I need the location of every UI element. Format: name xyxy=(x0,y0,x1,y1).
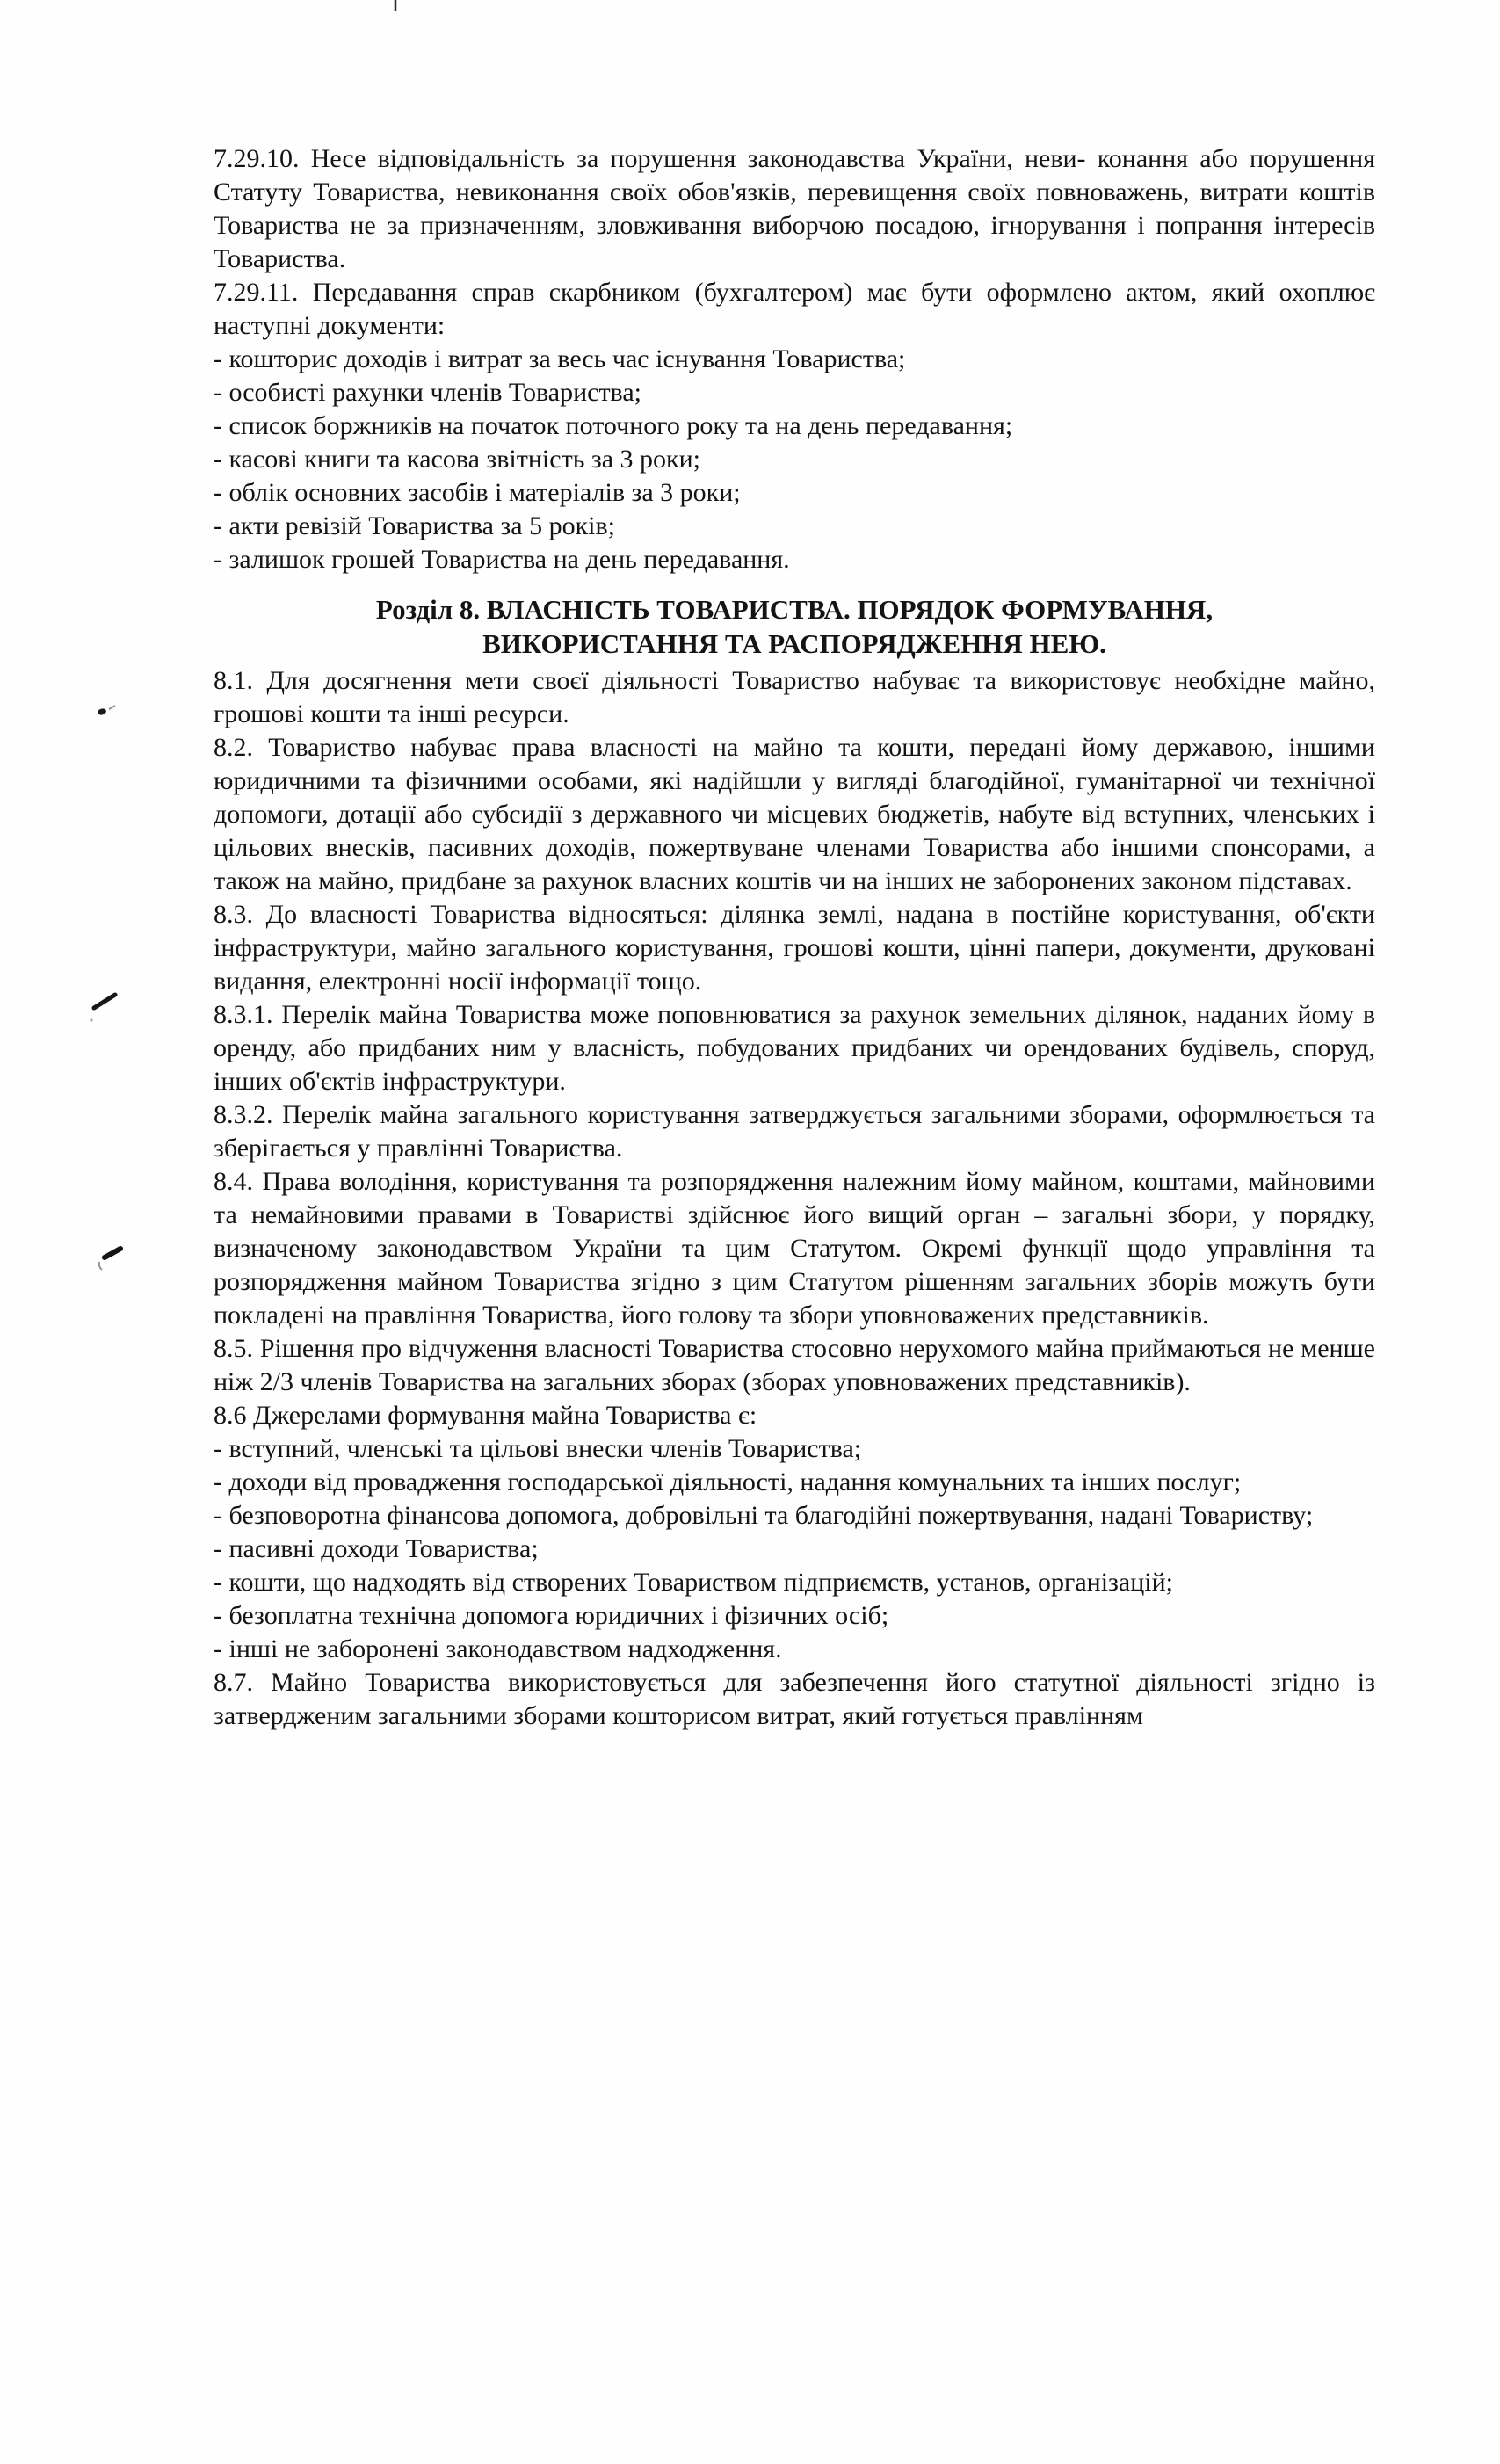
clause-7-29-10: 7.29.10. Несе відповідальність за порушення законодавства України, неви- конання або порушення Статуту Товариства, невиконання своїх обов'язків, перевищення своїх повноважень, витрати коштів Товариства не за призначенням, зловживання виборчою посадою, ігнорування і попрання інтересів Товариства. xyxy=(214,144,1375,273)
list-item: - список боржників на початок поточного року та на день передавання; xyxy=(214,411,1013,440)
list-item: - особисті рахунки членів Товариства; xyxy=(214,378,641,407)
clause-8-1: 8.1. Для досягнення мети своєї діяльності Товариство набуває та використовує необхідне майно, грошові кошти та інші ресурси. xyxy=(214,666,1375,728)
clause-8-3: 8.3. До власності Товариства відносяться: ділянка землі, надана в постійне користування, об'єкти інфраструктури, майно загального користування, грошові кошти, цінні папери, документи, друковані видання, електронні носії інформації тощо. xyxy=(214,900,1375,996)
clause-8-6: 8.6 Джерелами формування майна Товариства є: xyxy=(214,1401,757,1430)
property-sources-list xyxy=(214,1432,1375,1666)
clause-7-29-11: 7.29.11. Передавання справ скарбником (бухгалтером) має бути оформлено актом, який охоплює наступні документи: xyxy=(214,278,1375,340)
clause-8-7: 8.7. Майно Товариства використовується для забезпечення його статутної діяльності згідно із затвердженим загальними зборами кошторисом витрат, який готується правлінням xyxy=(214,1668,1375,1730)
clause-8-5: 8.5. Рішення про відчуження власності Товариства стосовно нерухомого майна приймаються не менше ніж 2/3 членів Товариства на загальних зборах (зборах уповноважених представників). xyxy=(214,1334,1375,1396)
list-item: - доходи від провадження господарської діяльності, надання комунальних та інших послуг; xyxy=(214,1468,1242,1497)
list-item: - акти ревізій Товариства за 5 років; xyxy=(214,511,616,540)
handover-documents-list xyxy=(214,343,1375,576)
list-item: - безповоротна фінансова допомога, добровільні та благодійні пожертвування, надані Товариству; xyxy=(214,1501,1314,1530)
section-heading-line-1: Розділ 8. ВЛАСНІСТЬ ТОВАРИСТВА. ПОРЯДОК ФОРМУВАННЯ, xyxy=(375,594,1214,625)
clause-8-3-2: 8.3.2. Перелік майна загального користування затверджується загальними зборами, оформлюється та зберігається у правлінні Товариства. xyxy=(214,1100,1375,1163)
margin-pen-speck xyxy=(90,1018,92,1021)
list-item: - кошторис доходів і витрат за весь час існування Товариства; xyxy=(214,344,906,373)
section-heading-line-2: ВИКОРИСТАННЯ ТА РАСПОРЯДЖЕННЯ НЕЮ. xyxy=(482,628,1106,659)
clause-8-4: 8.4. Права володіння, користування та розпорядження належним йому майном, коштами, майновими та немайновими правами в Товаристві здійснює його вищий орган – загальні збори, у порядку, визначеному законодавством України та цим Статутом. Окремі функції щодо управління та розпорядження майном Товариства згідно з цим Статутом рішенням загальних зборів можуть бути покладені на правління Товариства, його голову та збори уповноважених представників. xyxy=(214,1167,1375,1330)
document-body xyxy=(214,142,1375,1733)
list-item: - касові книги та касова звітність за 3 роки; xyxy=(214,445,701,474)
list-item: - вступний, членські та цільові внески членів Товариства; xyxy=(214,1434,862,1463)
list-item: - пасивні доходи Товариства; xyxy=(214,1534,539,1563)
clause-8-3-1: 8.3.1. Перелік майна Товариства може поповнюватися за рахунок земельних ділянок, наданих йому в оренду, або придбаних ним у власність, побудованих придбаних чи орендованих будівель, споруд, інших об'єктів інфраструктури. xyxy=(214,1000,1375,1096)
list-item: - кошти, що надходять від створених Товариством підприємств, установ, організацій; xyxy=(214,1568,1173,1597)
list-item: - безоплатна технічна допомога юридичних і фізичних осіб; xyxy=(214,1601,889,1630)
margin-pen-check-mark xyxy=(105,1249,120,1257)
clause-8-2: 8.2. Товариство набуває права власності на майно та кошти, передані йому державою, іншими юридичними та фізичними особами, які надійшли у вигляді благодійної, гуманітарної чи технічної допомоги, дотації або субсидії з державного чи місцевих бюджетів, набуте від вступних, членських і цільових внесків, пасивних доходів, пожертвуване членами Товариства або іншими спонсорами, а також на майно, придбане за рахунок власних коштів чи на інших не заборонених законом підставах. xyxy=(214,733,1375,895)
section-8-heading xyxy=(214,592,1375,661)
margin-pen-tick-mark xyxy=(109,706,115,709)
margin-pen-dot-mark xyxy=(97,707,106,715)
list-item: - залишок грошей Товариства на день передавання. xyxy=(214,545,790,574)
margin-pen-slash-mark xyxy=(94,995,115,1008)
list-item: - облік основних засобів і матеріалів за 3 роки; xyxy=(214,478,741,507)
margin-pen-hook-mark xyxy=(99,1262,102,1270)
list-item: - інші не заборонені законодавством надходження. xyxy=(214,1634,782,1663)
